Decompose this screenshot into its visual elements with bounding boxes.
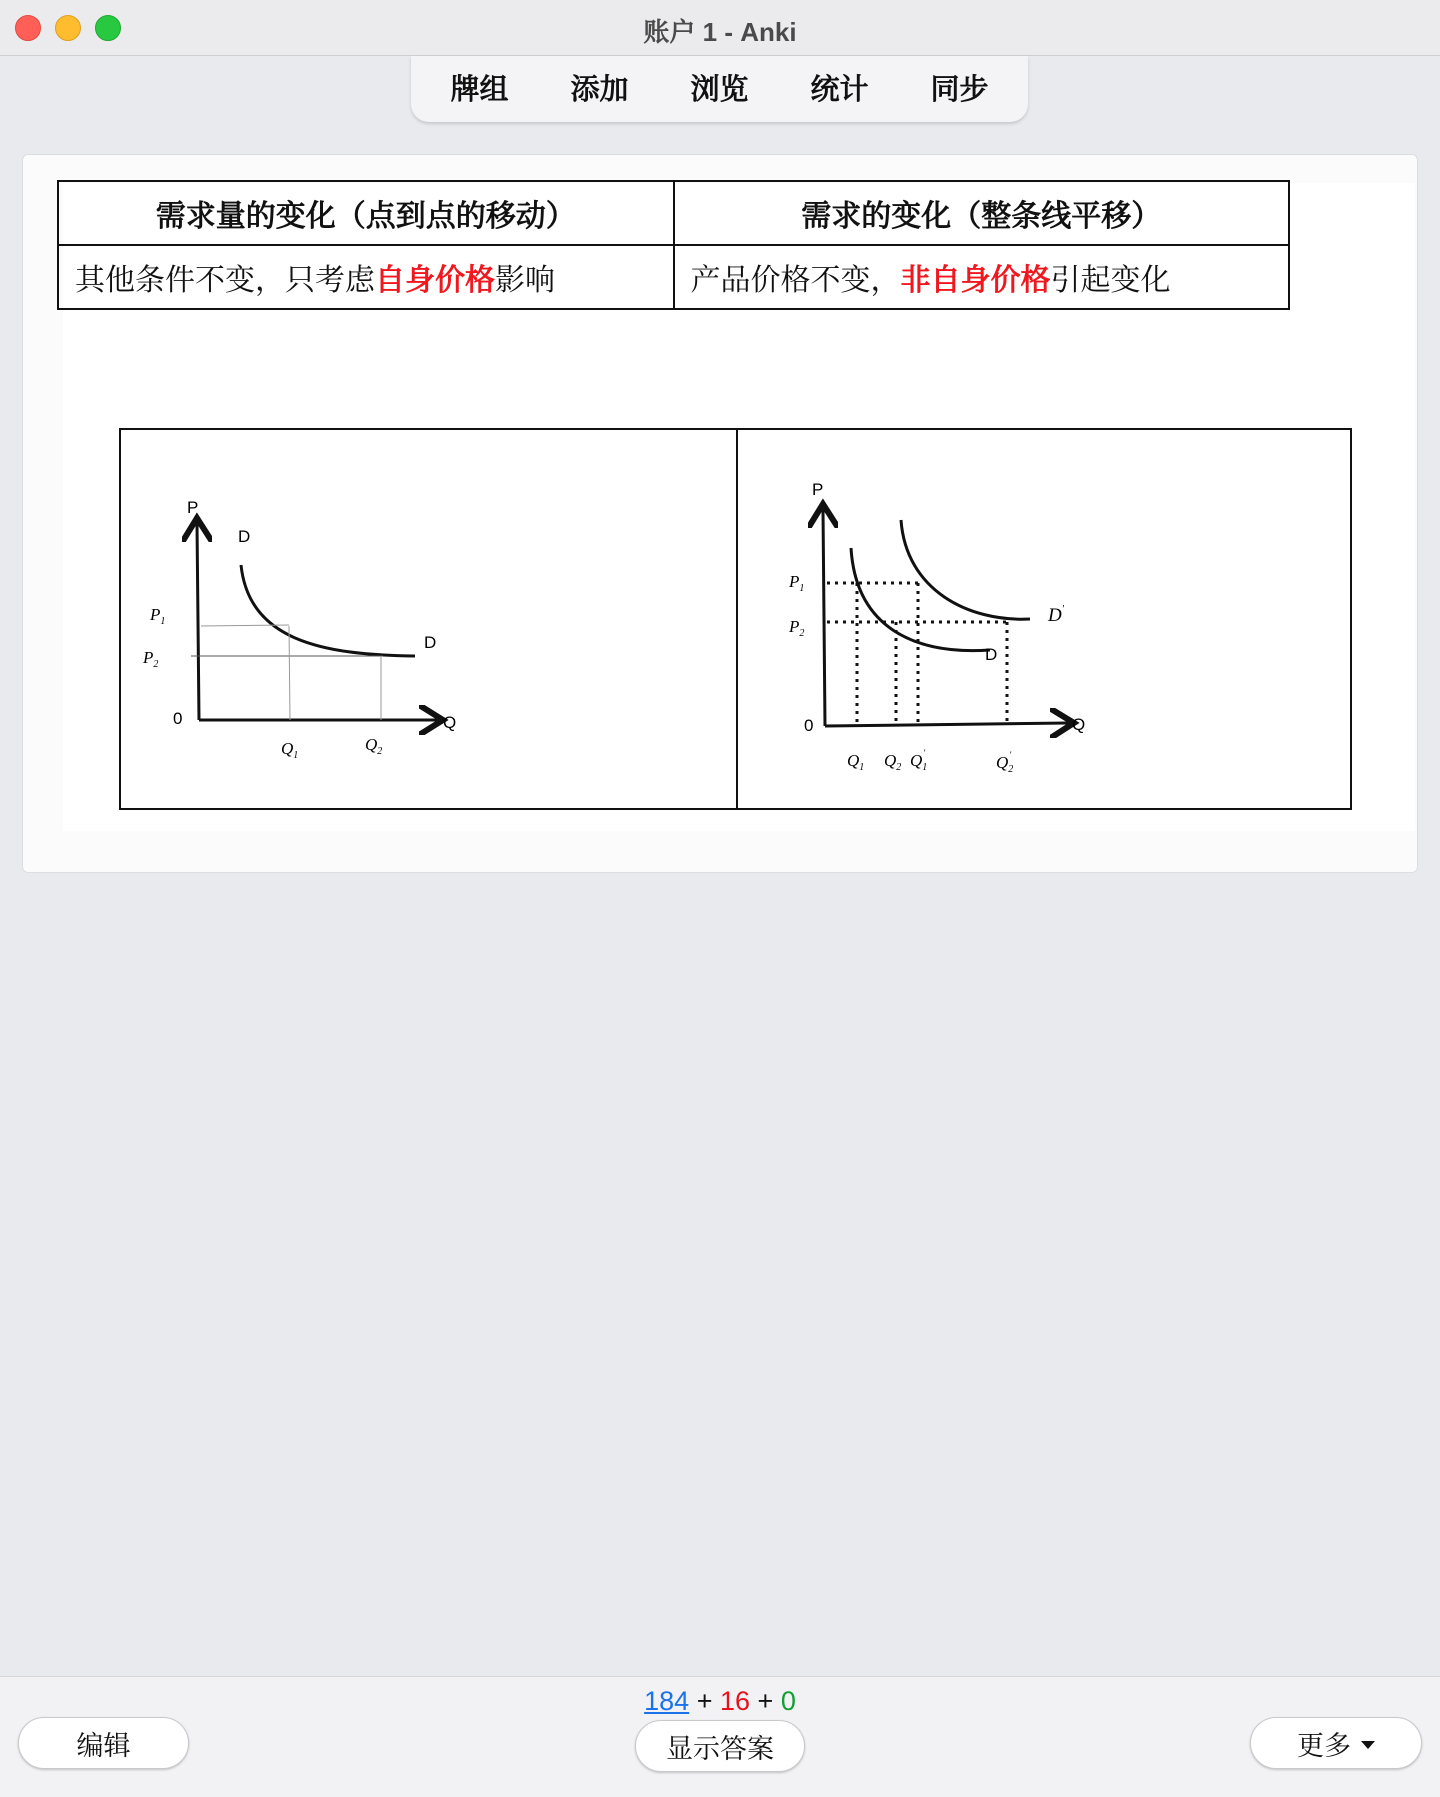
q1-prime-label: Q <box>910 751 923 770</box>
curve-d-prime-label: D <box>1048 605 1062 626</box>
svg-text:Q2 <box>365 735 382 757</box>
count-separator: + <box>757 1686 774 1716</box>
q2-prime-subscript: 2 <box>1008 764 1014 775</box>
svg-text:Q1' <box>910 748 927 773</box>
more-button[interactable] <box>1250 1717 1422 1769</box>
learn-count: 16 <box>719 1686 751 1716</box>
svg-text:P1 <box>149 605 165 627</box>
p2-subscript: 2 <box>153 659 159 670</box>
svg-text:P2 <box>142 648 158 670</box>
movement-along-curve-graph <box>121 430 735 808</box>
y-axis <box>197 524 199 720</box>
p2-subscript: 2 <box>799 628 805 639</box>
svg-text:D' <box>1047 604 1065 626</box>
graph-table <box>119 428 1352 810</box>
main-toolbar <box>411 56 1028 122</box>
y-axis-label: P <box>812 480 824 499</box>
show-answer-label: 显示答案 <box>666 1733 774 1764</box>
curve-label-top: D <box>238 527 251 546</box>
curve-d-label: D <box>985 645 998 664</box>
p1-label: P <box>150 605 161 624</box>
toolbar-add[interactable]: 添加 <box>570 73 629 106</box>
y-axis-label: P <box>187 498 199 517</box>
cell-right-emphasis: 非自身价格 <box>900 263 1051 298</box>
cell-left-emphasis: 自身价格 <box>375 263 495 298</box>
svg-text:P2 <box>788 617 804 639</box>
curve-d-prime-mark: ' <box>1061 604 1064 615</box>
comparison-table <box>57 180 1290 310</box>
show-answer-button[interactable] <box>635 1720 805 1772</box>
demand-curve-d-prime <box>901 520 1030 619</box>
origin-label: 0 <box>804 716 814 735</box>
p1-label: P <box>789 572 800 591</box>
edit-button-label: 编辑 <box>76 1730 131 1761</box>
q1-subscript: 1 <box>859 762 865 773</box>
svg-text:Q2' <box>996 750 1013 775</box>
q2-subscript: 2 <box>896 762 902 773</box>
svg-text:P1 <box>788 572 804 594</box>
header-quantity-demanded-change: 需求量的变化（点到点的移动） <box>58 181 674 245</box>
y-axis <box>823 510 825 726</box>
q2-label: Q <box>365 735 378 754</box>
new-count[interactable]: 184 <box>644 1686 690 1716</box>
shift-of-curve-graph <box>738 430 1352 808</box>
cell-left-text: 其他条件不变，只考虑 <box>75 263 375 298</box>
q2-prime-label: Q <box>996 753 1009 772</box>
window-title: 账户 1 - Anki <box>643 17 797 47</box>
q2-prime-mark: ' <box>1009 750 1012 760</box>
cell-right-text: 产品价格不变， <box>690 263 901 298</box>
p1-subscript: 1 <box>160 616 166 627</box>
cell-right-text-end: 引起变化 <box>1050 263 1171 298</box>
svg-text:Q1 <box>281 739 298 761</box>
title-bar <box>0 0 1440 56</box>
p1-subscript: 1 <box>799 583 805 594</box>
more-button-label: 更多 <box>1297 1730 1351 1761</box>
toolbar-decks[interactable]: 牌组 <box>450 73 509 106</box>
p2-label: P <box>143 648 154 667</box>
chevron-down-icon <box>1361 1741 1375 1749</box>
svg-text:Q1 <box>847 751 864 773</box>
x-axis-label: Q <box>443 713 457 732</box>
x-axis <box>825 723 1068 726</box>
q1-guide <box>289 626 290 720</box>
q1-prime-mark: ' <box>923 748 926 758</box>
x-axis-label: Q <box>1072 715 1086 734</box>
svg-text:Q2 <box>884 751 901 773</box>
cell-left-text-end: 影响 <box>495 263 555 298</box>
p2-label: P <box>789 617 800 636</box>
review-count: 0 <box>780 1686 796 1716</box>
demand-curve-d <box>851 548 990 651</box>
q2-subscript: 2 <box>377 746 383 757</box>
curve-label-end: D <box>424 633 437 652</box>
q1-prime-subscript: 1 <box>922 762 928 773</box>
cell-right-description <box>674 245 1290 309</box>
demand-curve <box>241 565 415 656</box>
q1-label: Q <box>281 739 294 758</box>
due-counts <box>0 1686 1440 1717</box>
toolbar-browse[interactable]: 浏览 <box>690 73 749 106</box>
count-separator: + <box>696 1686 713 1716</box>
q1-subscript: 1 <box>293 750 299 761</box>
header-demand-change: 需求的变化（整条线平移） <box>674 181 1290 245</box>
toolbar-sync[interactable]: 同步 <box>930 73 989 106</box>
cell-left-description <box>58 245 674 309</box>
origin-label: 0 <box>173 709 183 728</box>
toolbar-stats[interactable]: 统计 <box>810 73 869 106</box>
q2-label: Q <box>884 751 897 770</box>
q1-label: Q <box>847 751 860 770</box>
edit-button[interactable] <box>18 1717 189 1769</box>
